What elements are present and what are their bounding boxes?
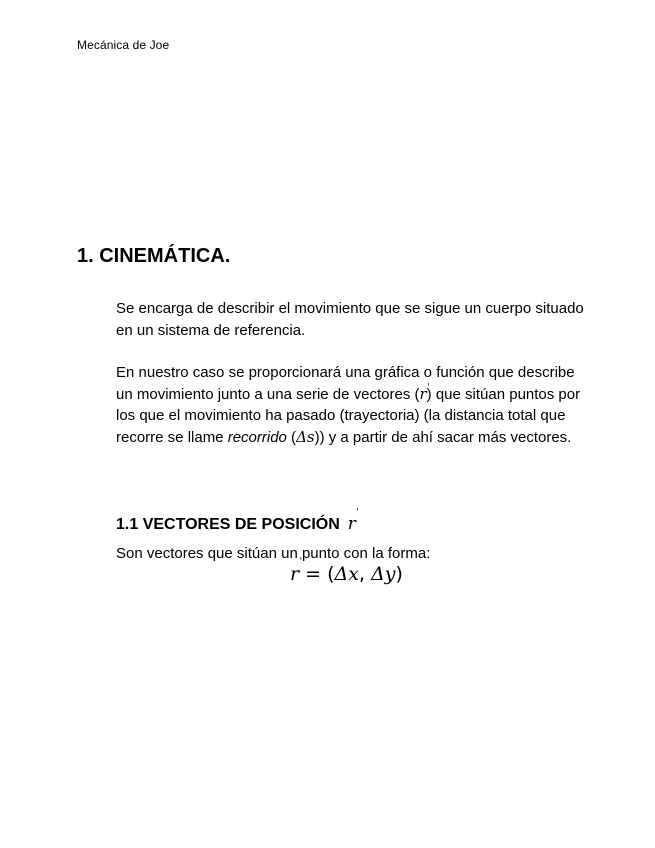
formula-dx: Δx <box>334 563 359 585</box>
paragraph-text: ) que sitúan puntos por los que el movimiento ha pasado (trayectoria) (la distancia total que recorre se llame <box>116 385 581 446</box>
delta-s-symbol: Δs <box>296 427 315 446</box>
paragraph-text: En nuestro caso se proporcionará una gráfica o función que describe un movimiento junto a una serie de vectores ( <box>116 364 575 403</box>
section-title: 1. CINEMÁTICA. <box>77 245 231 267</box>
recorrido-emphasis: recorrido <box>227 428 287 446</box>
formula-lhs: r ' <box>290 563 299 585</box>
subsection-paragraph: Son vectores que sitúan un punto con la forma: <box>116 545 431 562</box>
formula-equals: = ( <box>299 563 335 585</box>
vector-r-symbol: r ' <box>420 384 427 406</box>
formula-comma: , <box>358 563 372 585</box>
formula-close: ) <box>395 563 403 585</box>
subsection-title <box>116 514 356 534</box>
subsection-title-text: 1.1 VECTORES DE POSICIÓN <box>116 516 340 533</box>
intro-paragraph: Se encarga de describir el movimiento que se sigue un cuerpo situado en un sistema de referencia. <box>116 300 584 339</box>
position-vector-formula <box>290 563 403 585</box>
vector-r-symbol: r ' <box>348 514 356 534</box>
paragraph-text: )) y a partir de ahí sacar más vectores. <box>314 428 572 446</box>
page-header: Mecánica de Joe <box>77 38 170 52</box>
description-paragraph <box>116 362 586 448</box>
paragraph-text: ( <box>286 428 297 446</box>
formula-dy: Δy <box>371 563 396 585</box>
